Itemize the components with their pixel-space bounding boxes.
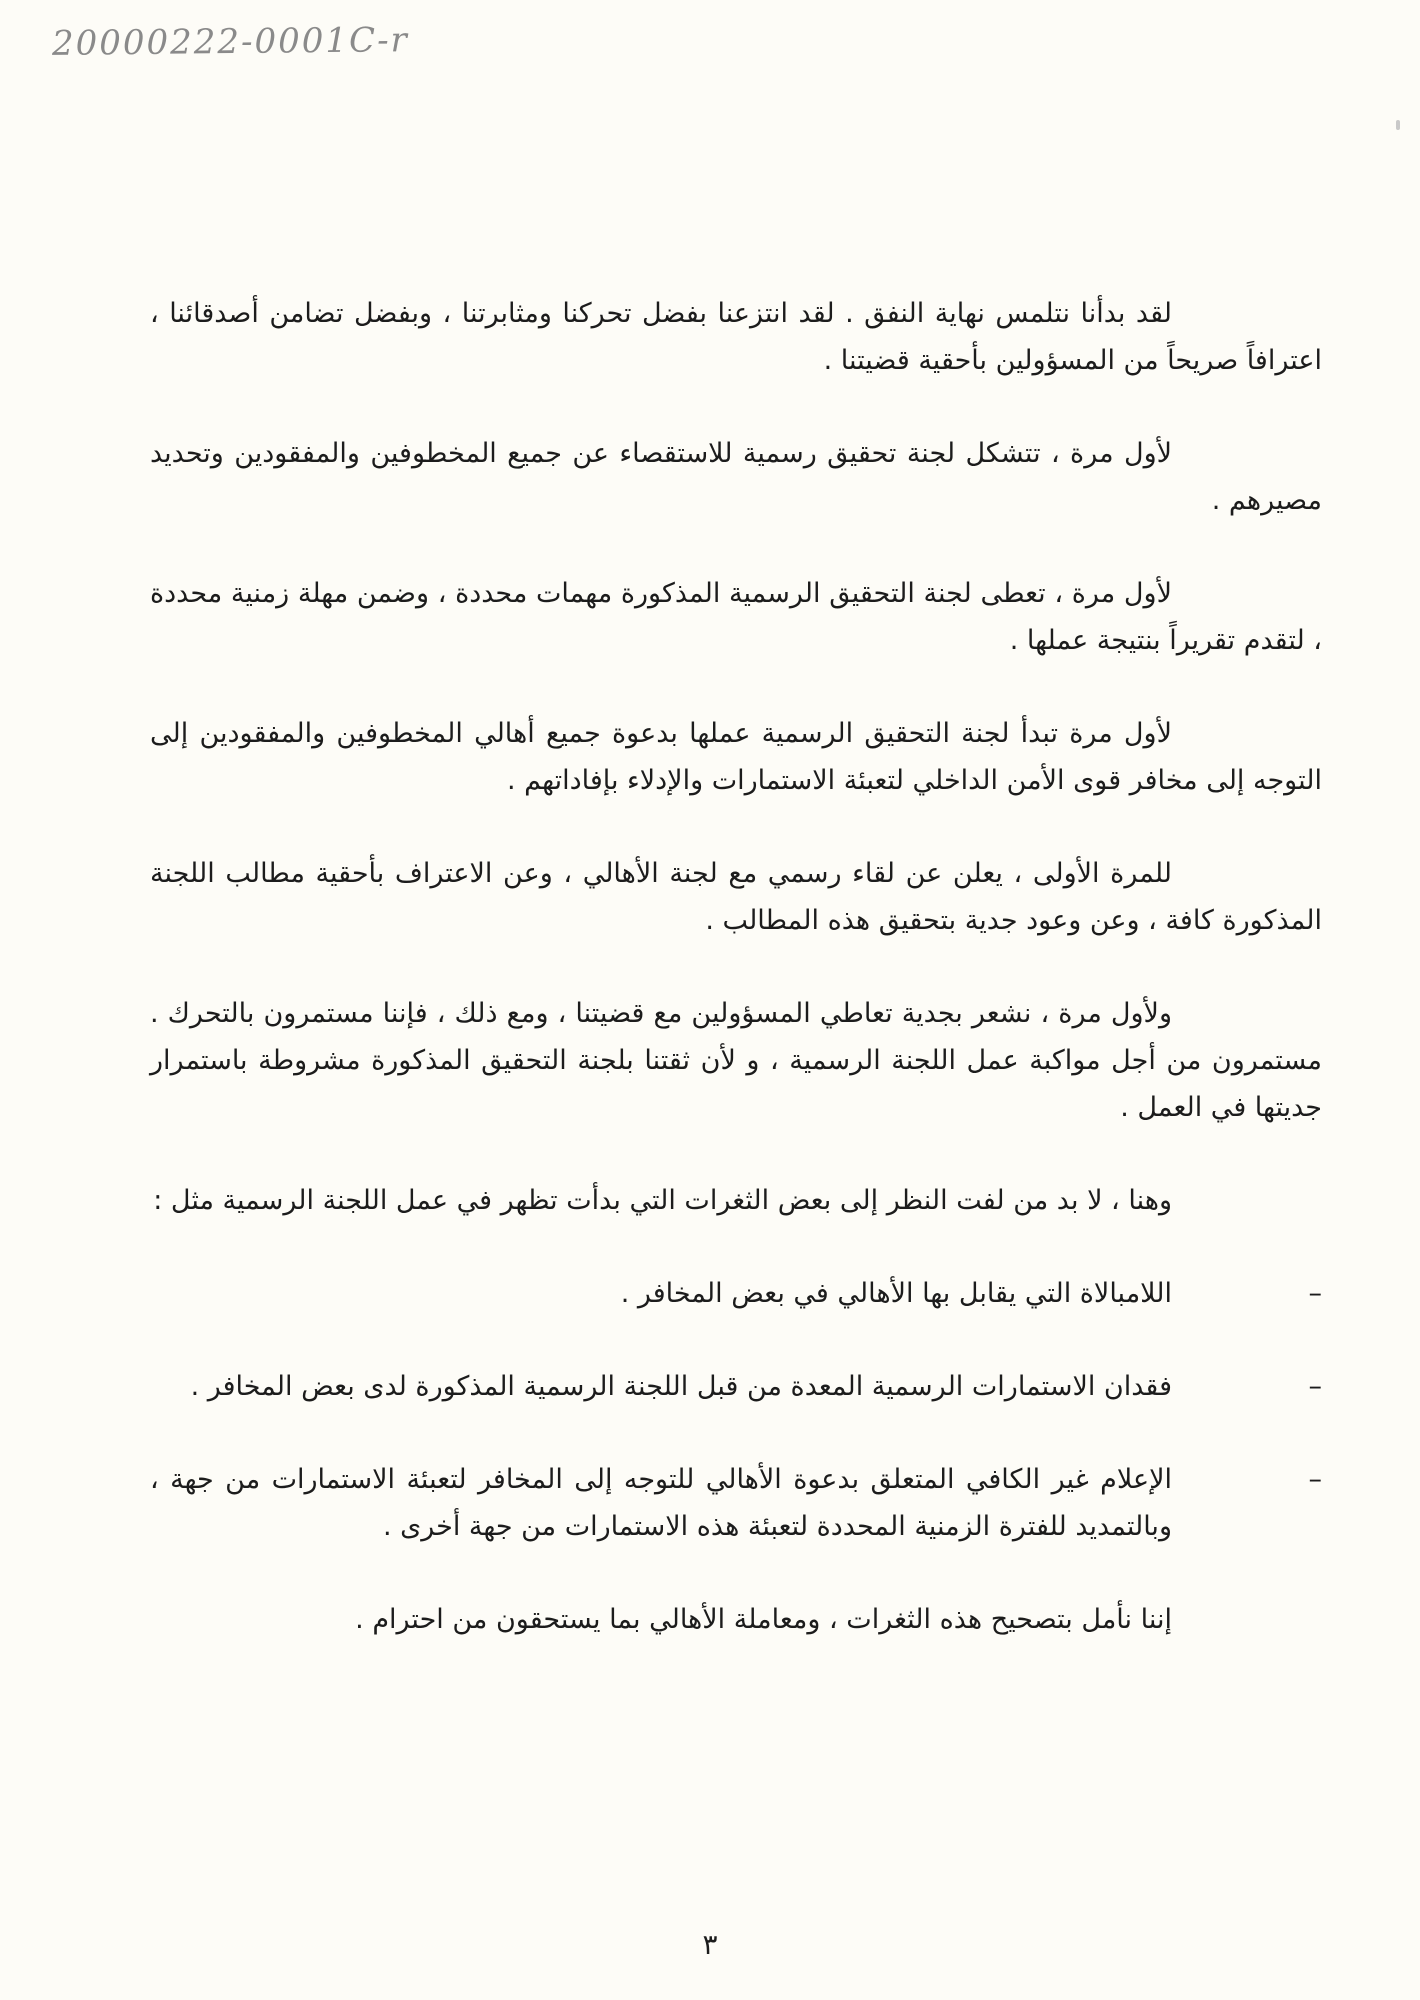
bullet-dash: – — [1308, 1464, 1322, 1495]
paragraph-7: وهنا ، لا بد من لفت النظر إلى بعض الثغرات التي بدأت تظهر في عمل اللجنة الرسمية مثل : — [153, 1185, 1172, 1216]
paragraph-4: لأول مرة تبدأ لجنة التحقيق الرسمية عملها بدعوة جميع أهالي المخطوفين والمفقودين إلى التوجه إلى مخافر قوى الأمن الداخلي لتعبئة الاستمارات والإدلاء بإفاداتهم . — [150, 718, 1322, 796]
gaps-list — [150, 1270, 1322, 1550]
reference-code: 20000222-0001C-r — [51, 20, 410, 64]
list-item: – اللامبالاة التي يقابل بها الأهالي في بعض المخافر . — [150, 1270, 1322, 1317]
scan-mark — [1396, 120, 1400, 130]
list-item: – فقدان الاستمارات الرسمية المعدة من قبل اللجنة الرسمية المذكورة لدى بعض المخافر . — [150, 1363, 1322, 1410]
document-body — [150, 290, 1322, 1689]
bullet-dash: – — [1308, 1371, 1322, 1402]
paragraph-3: لأول مرة ، تعطى لجنة التحقيق الرسمية المذكورة مهمات محددة ، وضمن مهلة زمنية محددة ، لتقدم تقريراً بنتيجة عملها . — [150, 578, 1322, 656]
paragraph-2: لأول مرة ، تتشكل لجنة تحقيق رسمية للاستقصاء عن جميع المخطوفين والمفقودين وتحديد مصيرهم . — [150, 438, 1322, 516]
list-item: – الإعلام غير الكافي المتعلق بدعوة الأهالي للتوجه إلى المخافر لتعبئة الاستمارات من جهة ، وبالتمديد للفترة الزمنية المحددة لتعبئة هذه الاستمارات من جهة أخرى . — [150, 1456, 1322, 1550]
bullet-dash: – — [1308, 1278, 1322, 1309]
page-number: ٣ — [702, 1928, 718, 1961]
paragraph-6: ولأول مرة ، نشعر بجدية تعاطي المسؤولين مع قضيتنا ، ومع ذلك ، فإننا مستمرون بالتحرك . مستمرون من أجل مواكبة عمل اللجنة الرسمية ، و لأن ثقتنا بلجنة التحقيق المذكورة مشروطة باستمرار جديتها في العمل . — [150, 998, 1322, 1123]
paragraph-5: للمرة الأولى ، يعلن عن لقاء رسمي مع لجنة الأهالي ، وعن الاعتراف بأحقية مطالب اللجنة المذكورة كافة ، وعن وعود جدية بتحقيق هذه المطالب . — [150, 858, 1322, 936]
paragraph-1: لقد بدأنا نتلمس نهاية النفق . لقد انتزعنا بفضل تحركنا ومثابرتنا ، وبفضل تضامن أصدقائنا ، اعترافاً صريحاً من المسؤولين بأحقية قضيتنا . — [150, 298, 1322, 376]
closing-paragraph: إننا نأمل بتصحيح هذه الثغرات ، ومعاملة الأهالي بما يستحقون من احترام . — [355, 1604, 1172, 1635]
